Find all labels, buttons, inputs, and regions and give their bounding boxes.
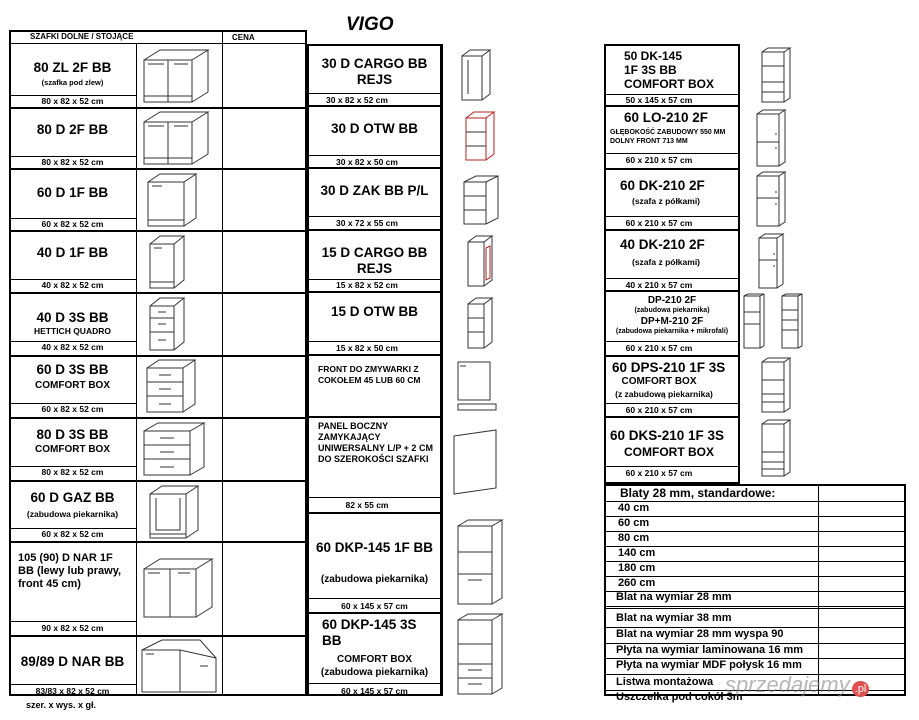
- item-60dgazbb-dim: 60 x 82 x 52 cm: [41, 529, 104, 539]
- cabinet-80d3sbb-drawing: [142, 421, 212, 477]
- item-80zl2fbb-dim: 80 x 82 x 52 cm: [41, 96, 104, 106]
- worktop-size-row: [606, 546, 906, 562]
- cabinet-60d3sbb-drawing: [145, 358, 205, 414]
- worktop-extra: Listwa montażowa: [616, 676, 714, 688]
- item-15dotw-name: 15 D OTW BB: [330, 304, 418, 319]
- item-15dotw-dim: 15 x 82 x 50 cm: [336, 343, 398, 353]
- worktop-extra: Blat na wymiar 28 mm wyspa 90: [616, 628, 784, 640]
- item-40dk2102f-name: 40 DK-210 2F: [620, 237, 705, 252]
- cabinet-dp210-drawing: [740, 292, 810, 352]
- item-60d3sbb-dim: 60 x 82 x 52 cm: [41, 404, 104, 414]
- cabinet-60dkp1451f-drawing: [456, 518, 506, 606]
- cabinet-15dcargo-drawing: [466, 234, 500, 290]
- page-title: VIGO: [346, 14, 394, 35]
- worktops-title-row: [606, 486, 906, 502]
- item-dp2102f-sub1: (zabudowa piekarnika): [634, 307, 710, 314]
- cabinet-60dps210-drawing: [760, 356, 796, 414]
- cabinet-40d1fbb-drawing: [148, 234, 198, 290]
- item-80zl2fbb-name: 80 ZL 2F BB: [33, 60, 112, 75]
- cabinet-15dotw-drawing: [466, 296, 500, 352]
- worktop-extra: Płyta na wymiar MDF połysk 16 mm: [616, 659, 802, 671]
- cabinet-60dkp1453s-drawing: [456, 612, 506, 696]
- item-80d3sbb-sub: COMFORT BOX: [35, 444, 110, 455]
- item-dishwasher-front-name: FRONT DO ZMYWARKI Z COKOŁEM 45 LUB 60 CM: [318, 364, 421, 385]
- worktop-extra-row: [606, 608, 906, 628]
- header-price: CENA: [232, 33, 255, 42]
- item-60dks210-dim: 60 x 210 x 57 cm: [625, 468, 693, 478]
- worktop-size-row: [606, 561, 906, 577]
- worktop-size: 60 cm: [618, 517, 650, 529]
- worktop-extra-row: [606, 643, 906, 659]
- worktop-size: 260 cm: [618, 577, 656, 589]
- item-40dk2102f-dim: 40 x 210 x 57 cm: [625, 280, 693, 290]
- worktop-size-row: [606, 501, 906, 517]
- cabinet-60dk210-drawing: [755, 170, 791, 228]
- item-15dcargo-dim: 15 x 82 x 52 cm: [336, 280, 398, 290]
- item-40dk2102f-sub: (szafa z półkami): [632, 257, 701, 267]
- item-80d2fbb-dim: 80 x 82 x 52 cm: [41, 157, 104, 167]
- item-60d1fbb-name: 60 D 1F BB: [36, 185, 109, 200]
- cabinet-50dk145-drawing: [760, 46, 796, 104]
- item-dp2102f-name: DP-210 2F: [647, 295, 697, 306]
- item-60dps210-name: 60 DPS-210 1F 3S: [612, 360, 726, 375]
- item-60dk2102f-dim: 60 x 210 x 57 cm: [625, 218, 693, 228]
- cabinet-30dcargo-drawing: [460, 48, 500, 104]
- item-40d3sbb-dim: 40 x 82 x 52 cm: [41, 342, 104, 352]
- watermark-logo: [725, 672, 869, 698]
- item-60dkp1453s-dim: 60 x 145 x 57 cm: [341, 686, 408, 696]
- cabinet-30dotw-drawing: [464, 110, 500, 164]
- item-50dk145-name: 50 DK-145: [624, 49, 683, 63]
- cabinet-60lo210-drawing: [755, 108, 791, 168]
- cabinet-40dk210-drawing: [757, 232, 787, 290]
- worktop-size-row: [606, 516, 906, 532]
- item-15dcargo-name: 15 D CARGO BB REJS: [321, 245, 428, 276]
- item-60dks210-name: 60 DKS-210 1F 3S: [610, 428, 725, 443]
- item-30dotw-dim: 30 x 82 x 50 cm: [336, 157, 398, 167]
- item-80d2fbb-name: 80 D 2F BB: [36, 122, 109, 137]
- item-50dk145-dim: 50 x 145 x 57 cm: [625, 95, 693, 105]
- item-60d3sbb-name: 60 D 3S BB: [36, 362, 109, 377]
- worktop-extra-row: [606, 590, 906, 607]
- item-40d3sbb-sub: HETTICH QUADRO: [34, 326, 111, 336]
- item-60dk2102f-name: 60 DK-210 2F: [620, 178, 705, 193]
- side-panel-drawing: [452, 428, 502, 498]
- item-side-panel-dim: 82 x 55 cm: [345, 500, 389, 510]
- watermark-suffix: .pl: [852, 681, 870, 697]
- worktop-extra: Blat na wymiar 28 mm: [616, 591, 732, 603]
- item-60dps210-dim: 60 x 210 x 57 cm: [625, 405, 693, 415]
- item-80zl2fbb-sub: (szafka pod zlew): [41, 78, 104, 87]
- worktop-size: 140 cm: [618, 547, 656, 559]
- item-side-panel-name: PANEL BOCZNY ZAMYKAJĄCY UNIWERSALNY L/P + 2 CM DO SZEROKOŚCI SZAFKI: [318, 421, 433, 464]
- item-50dk145-sub2: COMFORT BOX: [624, 77, 714, 91]
- worktop-extra: Blat na wymiar 38 mm: [616, 612, 732, 624]
- item-30dotw-name: 30 D OTW BB: [330, 121, 418, 136]
- worktop-extra-row: [606, 627, 906, 644]
- item-30dzak-dim: 30 x 72 x 55 cm: [336, 218, 398, 228]
- item-50dk145-sub1: 1F 3S BB: [624, 63, 677, 77]
- worktop-extra: Płyta na wymiar laminowana 16 mm: [616, 644, 804, 656]
- item-60dk2102f-sub: (szafa z półkami): [632, 196, 701, 206]
- item-80d3sbb-name: 80 D 3S BB: [36, 427, 109, 442]
- item-40d3sbb-name: 40 D 3S BB: [36, 310, 109, 325]
- cabinet-60d1fbb-drawing: [146, 172, 206, 228]
- item-105dnar-dim: 90 x 82 x 52 cm: [41, 623, 104, 633]
- item-60lo2102f-dim: 60 x 210 x 57 cm: [625, 155, 693, 165]
- item-105dnar-name: 105 (90) D NAR 1F BB (lewy lub prawy, front 45 cm): [18, 552, 122, 590]
- dishwasher-front-drawing: [456, 360, 502, 414]
- item-60d3sbb-sub: COMFORT BOX: [35, 380, 110, 391]
- item-60dkp1451f-sub: (zabudowa piekarnika): [320, 574, 429, 585]
- item-30dcargo-name: 30 D CARGO BB REJS: [321, 56, 428, 87]
- cabinet-105dnar-drawing: [140, 555, 218, 619]
- worktop-size: 80 cm: [618, 532, 650, 544]
- item-60lo2102f-sub2: DOLNY FRONT 713 MM: [610, 138, 688, 145]
- item-60dps210-sub1: COMFORT BOX: [621, 376, 697, 387]
- item-60lo2102f-name: 60 LO-210 2F: [624, 110, 709, 125]
- item-8989dnar-dim: 83/83 x 82 x 52 cm: [35, 686, 110, 696]
- cabinet-60dks210-drawing: [760, 418, 796, 478]
- worktop-size-row: [606, 531, 906, 547]
- item-40d1fbb-name: 40 D 1F BB: [36, 245, 109, 260]
- item-60dps210-sub2: (z zabudową piekarnika): [615, 389, 713, 399]
- item-60dgazbb-name: 60 D GAZ BB: [30, 490, 115, 505]
- item-40d1fbb-dim: 40 x 82 x 52 cm: [41, 280, 104, 290]
- header-base-cabinets: SZAFKI DOLNE / STOJĄCE: [30, 32, 134, 41]
- item-60dkp1451f-name: 60 DKP-145 1F BB: [315, 540, 434, 555]
- cabinet-80zl2fbb-drawing: [140, 48, 215, 104]
- worktop-extra: Uszczelka pod cokół 3m: [616, 691, 743, 703]
- item-8989dnar-name: 89/89 D NAR BB: [20, 654, 125, 669]
- footnote: szer. x wys. x gł.: [26, 700, 97, 710]
- item-60dks210-sub1: COMFORT BOX: [624, 445, 714, 459]
- item-60lo2102f-sub1: GŁĘBOKOŚĆ ZABUDOWY 550 MM: [610, 129, 726, 136]
- cabinet-8989dnar-drawing: [140, 638, 220, 694]
- item-dpm2102f-name: DP+M-210 2F: [640, 316, 704, 327]
- item-dpm2102f-sub2: (zabudowa piekarnika + mikrofali): [615, 328, 729, 335]
- item-60dgazbb-sub: (zabudowa piekarnika): [26, 509, 119, 519]
- item-30dcargo-dim: 30 x 82 x 52 cm: [326, 95, 388, 105]
- worktop-size: 180 cm: [618, 562, 656, 574]
- watermark-text: sprzedajemy: [725, 672, 850, 697]
- cabinet-30dzak-drawing: [462, 172, 502, 228]
- item-60dkp1453s-name: 60 DKP-145 3S BB: [322, 617, 417, 648]
- cabinet-80d2fbb-drawing: [140, 110, 215, 166]
- item-60dkp1453s-sub1: COMFORT BOX: [337, 654, 412, 665]
- item-60dkp1453s-sub2: (zabudowa piekarnika): [320, 667, 429, 678]
- item-60dkp1451f-dim: 60 x 145 x 57 cm: [341, 601, 408, 611]
- item-60d1fbb-dim: 60 x 82 x 52 cm: [41, 219, 104, 229]
- item-30dzak-name: 30 D ZAK BB P/L: [320, 183, 429, 198]
- item-80d3sbb-dim: 80 x 82 x 52 cm: [41, 467, 104, 477]
- item-dp2102f-dim: 60 x 210 x 57 cm: [625, 343, 693, 353]
- cabinet-40d3sbb-drawing: [148, 296, 198, 352]
- worktops-title: Blaty 28 mm, standardowe:: [620, 486, 776, 500]
- worktop-size: 40 cm: [618, 502, 650, 514]
- cabinet-60dgazbb-drawing: [148, 484, 208, 540]
